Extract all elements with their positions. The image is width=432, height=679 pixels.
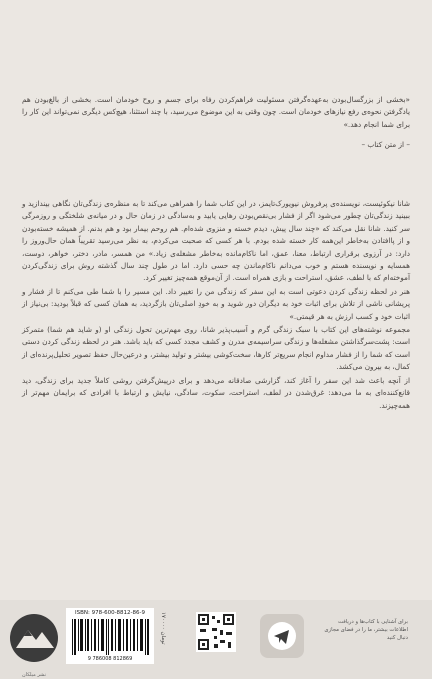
- publisher-logo-icon: [8, 612, 60, 670]
- paragraph-4: از آنچه باعث شد این سفر را آغاز کند، گزارشی صادقانه می‌دهد و برای درپیش‌گرفتن روشی کاملاً جدید برای زندگی، دید قانع‌کننده‌ای به ما می‌دهد: غرق‌شدن در لطف، استراحت، سکوت، سادگی، نیایش و ارتباط با افرادی که برایمان مهم‌تر از همه‌چیزند.: [22, 375, 410, 410]
- qr-code-icon: [196, 612, 236, 652]
- paragraph-3: مجموعه نوشته‌های این کتاب با سبک زندگی گرم و آسیب‌پذیر شانا، روی مهم‌ترین تحول زندگی او (و شاید هم شما) متمرکز است: پشت‌سرگذاشتن مشغله‌ها و زندگی سراسیمه‌ی مدرن و کشف مجدد کسی که باید باشد. هنر در لحظه زندگی کردن دستی است که شما را از فشار مداوم انجام سریع‌تر کارها، سخت‌کوشی بیشتر و تولید بیشتر، و درعین‌حال حفظ تصویر تحلیل‌پرنده‌ای از کمال، به بیرون می‌کشد.: [22, 325, 410, 372]
- barcode-digits: 9 786008 812869: [87, 656, 133, 662]
- paragraph-2: هنر در لحظه زندگی کردن دعوتی است به این سفر که زندگی من را تغییر داد. این مسیر را با شما طی می‌کنم تا از فشار و پریشانی ناشی از تلاش برای اثبات خود به دیگران دور شوید و به خودِ اصلی‌تان بازگردید، به همان کسی که قبلاً بودید: بی‌نیاز از اثبات خود و کسب ارزش به هر قیمتی.»: [22, 286, 410, 321]
- price-label: ۱۷۰۰۰۰ تومان: [160, 612, 166, 645]
- paragraph-1: شانا نیکوئیست، نویسنده‌ی پرفروش نیویورک‌تایمز، در این کتاب شما را همراهی می‌کند تا به منظره‌ی زندگی‌تان نگاهی بیندازید و ببینید زندگی‌تان چطور می‌شود اگر از فشار بی‌نقص‌بودن رهایی یابید و به‌سادگی در زمان حال و در میانه‌ی شلختگی و روزمرگی سر کنید. شانا نقل می‌کند که «چند سال پیش، دیدم خسته و منزوی شده‌ام. هم روحم بیمار بود و هم بدنم. از همیشه خسته‌بودن و از پاافتادن به‌خاطر این‌همه کار خسته شده بودم. با هر کسی که صحبت می‌کردم، به نظر می‌رسید تقریباً همان حال‌وروز را دارد: در آرزوی برقراری ارتباط، معنا، عمق، اما ناکام‌مانده به‌خاطر مشغله‌ی زیاد.» من همسر، مادر، دختر، خواهر، دوست، همسایه و نویسنده هستم و خوب می‌دانم ناکام‌ماندن چه حسی دارد. اما در طول چند سال گذشته روش برای زندگی‌کردن آموخته‌ام که با لطف، عشق، استراحت و بازی همراه است. از آن‌موقع همه‌چیز تغییر کرد.: [22, 199, 410, 283]
- isbn-text: ISBN: 978-600-8812-86-9: [74, 610, 146, 616]
- follow-notice: برای آشنایی با کتاب‌ها و دریافت اطلاعات بیشتر، ما را در فضای مجازی دنبال کنید: [324, 619, 408, 641]
- quote-text: «بخشی از بزرگسال‌بودن به‌عهده‌گرفتن مسئولیت فراهم‌کردن رفاه برای جسم و روح خودمان است. بخشی از بالغ‌بودن هم یادگرفتن نحوه‌ی رفع نیازهای خودمان است. چون وقتی به این موضوع می‌رسید، با چند استثنا، هیچ‌کس دیگری نمی‌تواند این کار را برای شما انجام دهد.»: [22, 95, 410, 129]
- barcode-icon: [70, 619, 150, 655]
- quote-block: [22, 94, 410, 152]
- book-description: [22, 198, 410, 412]
- social-channel-icon: [266, 620, 298, 652]
- quote-source: – از متن کتاب –: [361, 140, 410, 150]
- publisher-name: نشر میلکان: [22, 672, 46, 678]
